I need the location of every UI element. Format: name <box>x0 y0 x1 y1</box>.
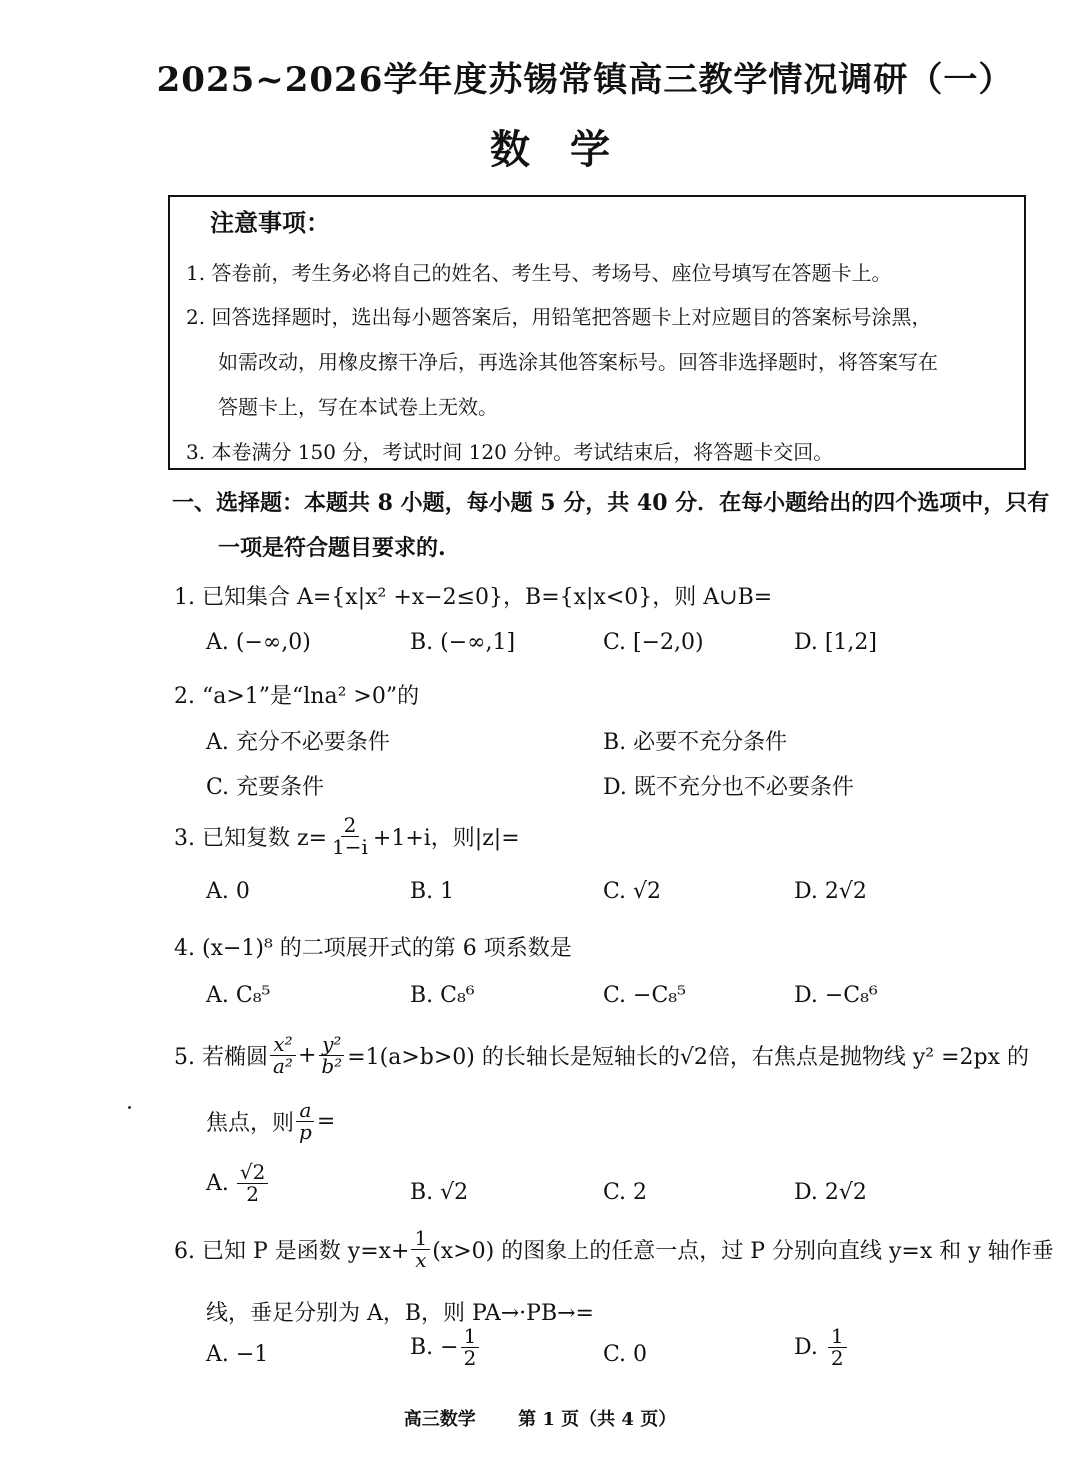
q6-option-c: C. 0 <box>603 1342 648 1367</box>
q4-option-b: B. C₈⁶ <box>410 983 475 1008</box>
q5-fraction-y <box>318 1034 345 1077</box>
q5-line2-pre: 焦点，则 <box>206 1111 295 1136</box>
q5-option-a-label: A. <box>206 1171 229 1196</box>
q5-option-a-num: √2 <box>237 1162 268 1184</box>
q3-fraction-num: 2 <box>341 815 360 837</box>
q2-option-a: A. 充分不必要条件 <box>206 730 390 755</box>
q5-fraction-ap <box>296 1100 315 1143</box>
q3-stem-post: +1+i，则|z|= <box>372 826 520 851</box>
q5-fraction-y-num: y² <box>319 1034 344 1056</box>
footer-course: 高三数学 <box>403 1409 476 1430</box>
q6-stem-pre: 6. 已知 P 是函数 y=x+ <box>174 1239 410 1264</box>
q2-option-d: D. 既不充分也不必要条件 <box>603 775 854 800</box>
q6-option-a: A. −1 <box>206 1342 269 1367</box>
q6-option-d-num: 1 <box>828 1326 847 1348</box>
question-6-stem <box>174 1228 1054 1271</box>
q6-option-b <box>410 1326 481 1369</box>
question-3-stem <box>174 815 520 858</box>
q6-option-b-fraction <box>461 1326 480 1369</box>
q4-option-c: C. −C₈⁵ <box>603 983 686 1008</box>
notice-line-1: 1. 答卷前，考生务必将自己的姓名、考生号、考场号、座位号填写在答题卡上。 <box>186 261 892 285</box>
page-footer <box>0 1405 1080 1431</box>
notice-line-2a: 2. 回答选择题时，选出每小题答案后，用铅笔把答题卡上对应题目的答案标号涂黑， <box>186 305 932 329</box>
q6-fraction <box>411 1228 430 1271</box>
q1-option-a: A. (−∞,0) <box>206 630 311 655</box>
question-2-stem: 2. “a>1”是“lna² >0”的 <box>174 684 420 709</box>
notice-line-3: 3. 本卷满分 150 分，考试时间 120 分钟。考试结束后，将答题卡交回。 <box>186 440 834 464</box>
q4-option-d: D. −C₈⁶ <box>794 983 878 1008</box>
q6-option-d <box>794 1326 849 1369</box>
stray-dot <box>128 1106 131 1109</box>
section-heading-line-2: 一项是符合题目要求的. <box>218 535 446 561</box>
q3-fraction <box>329 815 371 858</box>
q3-option-c: C. √2 <box>603 879 662 904</box>
q2-option-b: B. 必要不充分条件 <box>603 730 788 755</box>
q5-fraction-y-den: b² <box>321 1054 343 1078</box>
q6-option-d-den: 2 <box>830 1346 844 1370</box>
q5-option-a-den: 2 <box>246 1182 259 1206</box>
q5-fraction-x-den: a² <box>272 1054 293 1078</box>
question-5-line-2 <box>206 1100 335 1143</box>
q2-option-c: C. 充要条件 <box>206 775 325 800</box>
q5-option-c: C. 2 <box>603 1180 648 1205</box>
question-6-line-2: 线，垂足分别为 A，B，则 PA→·PB→= <box>206 1301 594 1326</box>
notice-line-2c: 答题卡上，写在本试卷上无效。 <box>218 395 498 419</box>
q3-fraction-den: 1−i <box>332 835 368 859</box>
footer-page-number: 第 1 页（共 4 页） <box>518 1409 677 1430</box>
q4-option-a: A. C₈⁵ <box>206 983 271 1008</box>
question-1-stem: 1. 已知集合 A={x|x² +x−2≤0}，B={x|x<0}，则 A∪B= <box>174 585 773 610</box>
question-5-stem <box>174 1034 1029 1077</box>
q5-fraction-ap-den: p <box>299 1120 312 1144</box>
q5-plus: + <box>297 1043 317 1068</box>
q5-fraction-ap-num: a <box>296 1100 314 1122</box>
q6-option-b-den: 2 <box>463 1346 477 1370</box>
q6-stem-post: (x>0) 的图象上的任意一点，过 P 分别向直线 y=x 和 y 轴作垂 <box>432 1239 1054 1264</box>
q5-stem-post: =1(a>b>0) 的长轴长是短轴长的√2倍，右焦点是抛物线 y² =2px 的 <box>347 1045 1030 1070</box>
exam-title: 2025~2026学年度苏锡常镇高三教学情况调研（一） <box>156 60 1014 100</box>
q1-option-c: C. [−2,0) <box>603 630 704 655</box>
q5-line2-post: = <box>316 1109 336 1134</box>
q6-option-d-label: D. <box>794 1335 818 1360</box>
q3-option-a: A. 0 <box>206 879 250 904</box>
q5-stem-pre: 5. 若椭圆 <box>174 1045 268 1070</box>
section-heading-line-1: 一、选择题：本题共 8 小题，每小题 5 分，共 40 分．在每小题给出的四个选项中，只有 <box>172 490 1050 516</box>
q6-option-b-num: 1 <box>461 1326 480 1348</box>
q5-option-a <box>206 1162 270 1205</box>
q5-fraction-x-num: x² <box>270 1034 295 1056</box>
q3-stem-pre: 3. 已知复数 z= <box>174 826 328 851</box>
q5-option-d: D. 2√2 <box>794 1180 867 1205</box>
subject-title: 数学 <box>490 126 650 173</box>
q5-option-b: B. √2 <box>410 1180 469 1205</box>
notice-title: 注意事项： <box>210 208 330 237</box>
q1-option-d: D. [1,2] <box>794 630 877 655</box>
question-4-stem: 4. (x−1)⁸ 的二项展开式的第 6 项系数是 <box>174 936 572 961</box>
q6-option-d-fraction <box>828 1326 847 1369</box>
q5-fraction-x <box>270 1034 296 1077</box>
q3-option-d: D. 2√2 <box>794 879 867 904</box>
q5-option-a-fraction <box>237 1162 268 1205</box>
q1-option-b: B. (−∞,1] <box>410 630 516 655</box>
q6-fraction-num: 1 <box>411 1228 430 1250</box>
notice-line-2b: 如需改动，用橡皮擦干净后，再选涂其他答案标号。回答非选择题时，将答案写在 <box>218 350 938 374</box>
q3-option-b: B. 1 <box>410 879 455 904</box>
q6-fraction-den: x <box>415 1248 427 1272</box>
q6-option-b-label: B. − <box>410 1335 459 1360</box>
